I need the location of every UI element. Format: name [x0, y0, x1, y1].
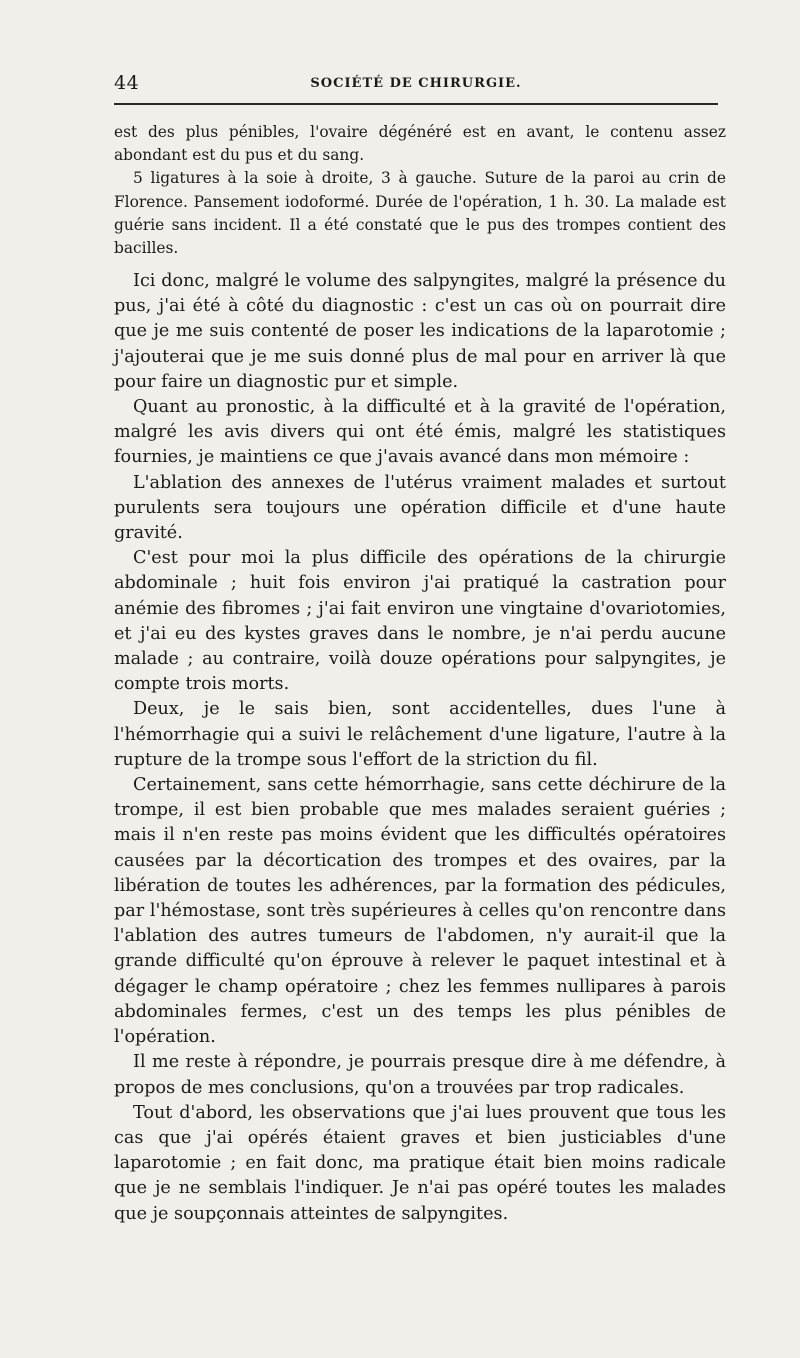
body-paragraph: L'ablation des annexes de l'utérus vraiment malades et surtout purulents sera toujours une opération difficile et d'une haute gravité.: [114, 472, 726, 544]
case-report-block: [114, 121, 726, 260]
body-paragraph: Deux, je le sais bien, sont accidentelles, dues l'une à l'hémorrhagie qui a suivi le relâchement d'une ligature, l'autre à la rupture de la trompe sous l'effort de la striction du fil.: [114, 699, 726, 770]
case-report-paragraph: 5 ligatures à la soie à droite, 3 à gauche. Suture de la paroi au crin de Florence. Pansement iodoformé. Durée de l'opération, 1 h. 30. La malade est guérie sans incident. Il a été constaté que le pus des trompes contient des bacilles.: [114, 169, 726, 258]
page-number: 44: [114, 72, 140, 94]
header-rule: [114, 103, 718, 105]
body-paragraph: Tout d'abord, les observations que j'ai lues prouvent que tous les cas que j'ai opérés étaient graves et bien justiciables d'une laparotomie ; en fait donc, ma pratique était bien moins radicale que je ne semblais l'indiquer. Je n'ai pas opéré toutes les malades que je soupçonnais atteintes de salpyngites.: [114, 1102, 726, 1224]
body-paragraph: Certainement, sans cette hémorrhagie, sans cette déchirure de la trompe, il est bien probable que mes malades seraient guéries ; mais il n'en reste pas moins évident que les difficultés opératoires causées par la décortication des trompes et des ovaires, par la libération de toutes les adhérences, par la formation des pédicules, par l'hémostase, sont très supérieures à celles qu'on rencontre dans l'ablation des autres tumeurs de l'abdomen, n'y aurait-il que la grande difficulté qu'on éprouve à relever le paquet intestinal et à dégager le champ opératoire ; chez les femmes nullipares à parois abdominales fermes, c'est un des temps les plus pénibles de l'opération.: [114, 775, 726, 1048]
case-report-paragraph: est des plus pénibles, l'ovaire dégénéré est en avant, le contenu assez abondant est du pus et du sang.: [114, 123, 726, 165]
body-paragraph: Ici donc, malgré le volume des salpyngites, malgré la présence du pus, j'ai été à côté du diagnostic : c'est un cas où on pourrait dire que je me suis contenté de poser les indications de la laparotomie ; j'ajouterai que je me suis donné plus de mal pour en arriver là que pour faire un diagnostic pur et simple.: [114, 271, 726, 392]
running-title: SOCIÉTÉ DE CHIRURGIE.: [310, 76, 522, 91]
main-text-block: [114, 269, 726, 1227]
body-paragraph: Il me reste à répondre, je pourrais presque dire à me défendre, à propos de mes conclusions, qu'on a trouvées par trop radicales.: [114, 1052, 726, 1098]
body-paragraph: C'est pour moi la plus difficile des opérations de la chirurgie abdominale ; huit fois environ j'ai pratiqué la castration pour anémie des fibromes ; j'ai fait environ une vingtaine d'ovariotomies, et j'ai eu des kystes graves dans le nombre, je n'ai perdu aucune malade ; au contraire, voilà douze opérations pour salpyngites, je compte trois morts.: [114, 548, 726, 695]
page-header: [114, 72, 718, 96]
body-paragraph: Quant au pronostic, à la difficulté et à la gravité de l'opération, malgré les avis divers qui ont été émis, malgré les statistiques fournies, je maintiens ce que j'avais avancé dans mon mémoire :: [114, 397, 726, 468]
